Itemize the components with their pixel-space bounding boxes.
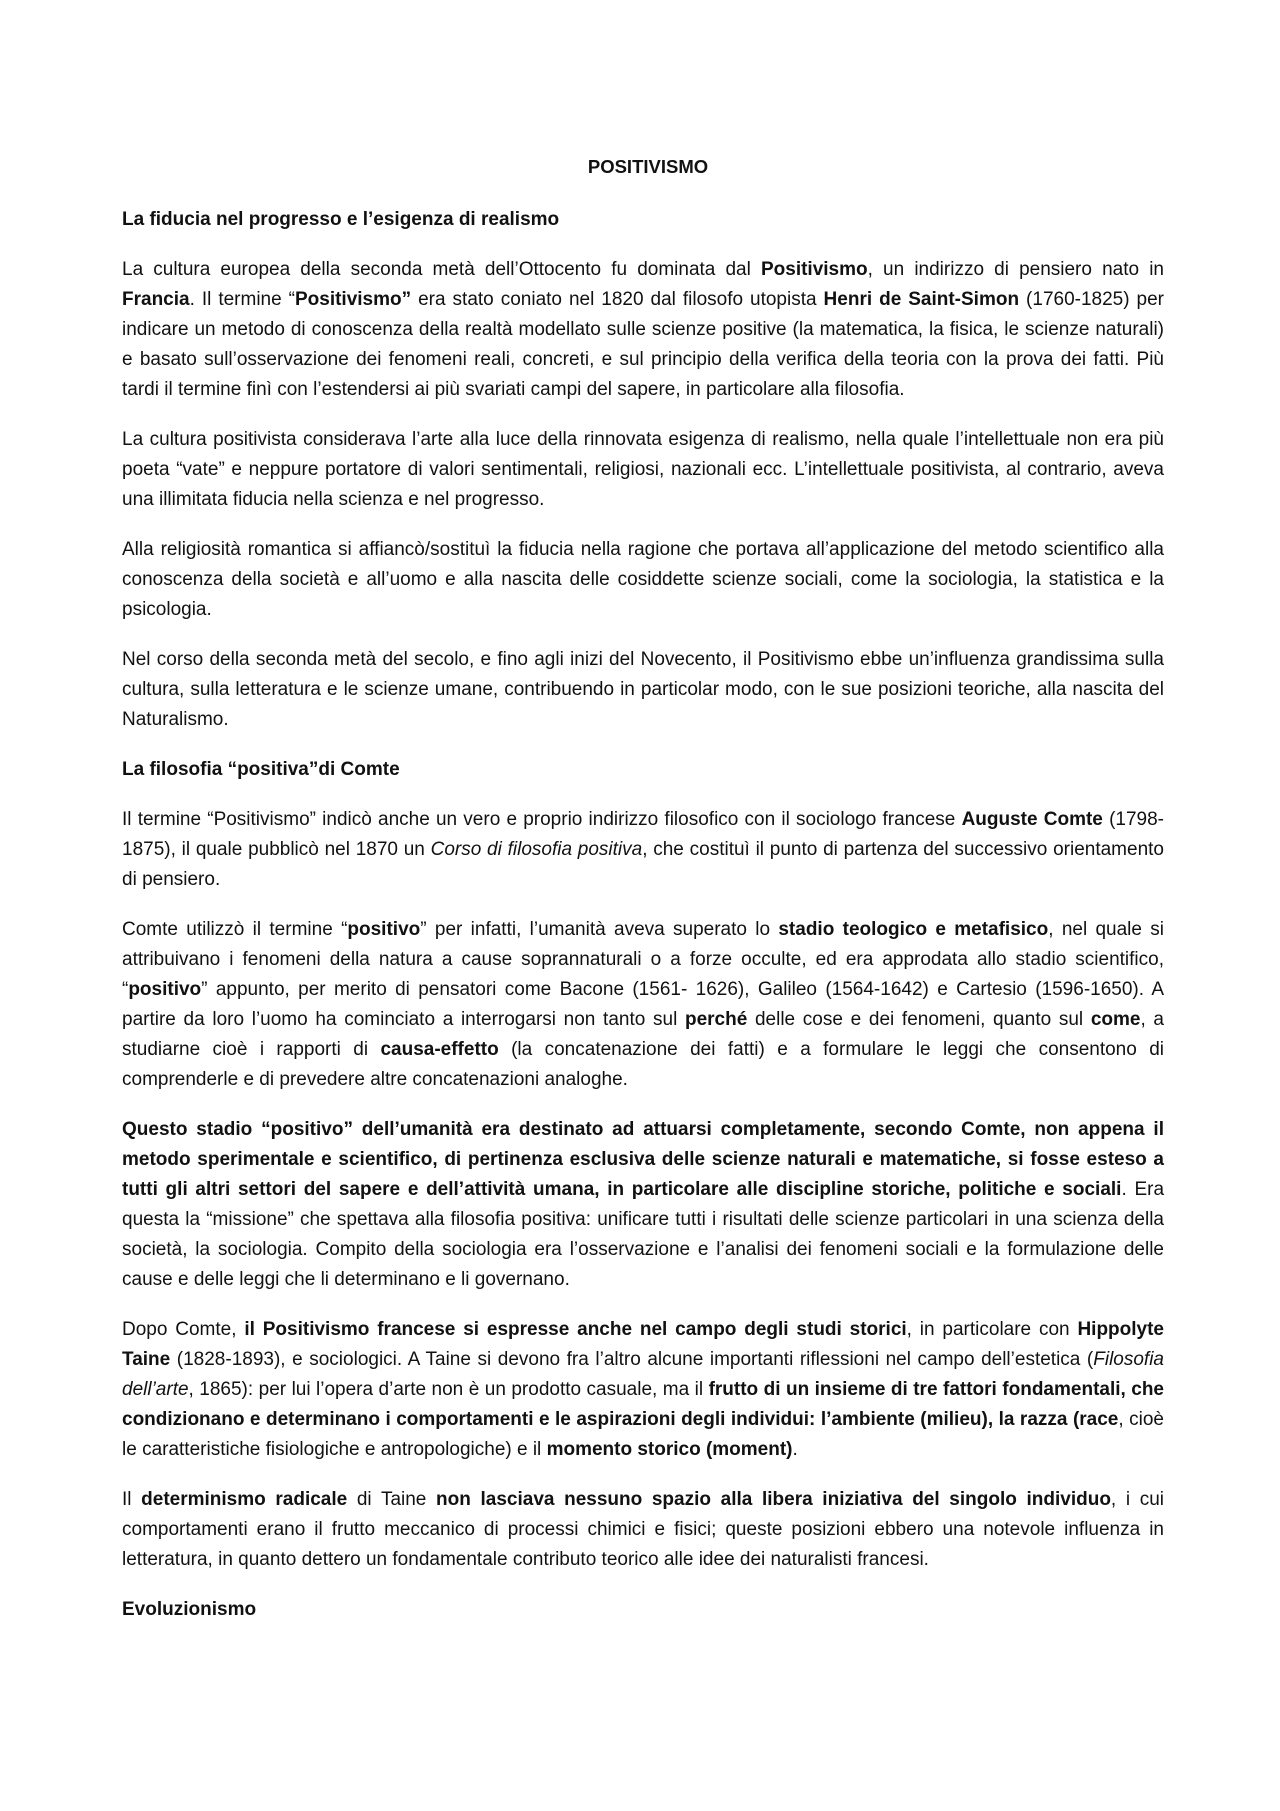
text-run: , i cui comportamenti erano il frutto meccanico di processi chimici e fisici; queste posizioni ebbero una notevole influenza in letteratura, in quanto dettero un fondamentale contributo teorico alle idee dei naturalisti francesi. bbox=[122, 1489, 1164, 1570]
text-run: Questo stadio “positivo” dell’umanità era destinato ad attuarsi completamente, secondo Comte, non appena il metodo sperimentale e scientifico, di pertinenza esclusiva delle scienze naturali e matematiche, si fosse esteso a tutti gli altri settori del sapere e dell’attività umana, in particolare alle discipline storiche, politiche e sociali bbox=[122, 1119, 1164, 1200]
text-run: positivo bbox=[128, 979, 202, 1000]
text-run: il Positivismo francese si espresse anche nel campo degli studi storici bbox=[244, 1319, 907, 1340]
section-heading: La filosofia “positiva”di Comte bbox=[122, 759, 400, 780]
text-run: . Il termine “ bbox=[189, 289, 295, 310]
text-run: , 1865): per lui l’opera d’arte non è un prodotto casuale, ma il bbox=[188, 1379, 709, 1400]
section-heading: Evoluzionismo bbox=[122, 1599, 257, 1620]
text-run: causa-effetto bbox=[380, 1039, 499, 1060]
text-run: , a studiarne cioè i rapporti di bbox=[122, 1009, 1164, 1060]
text-run: (la concatenazione dei fatti) e a formulare le leggi che consentono di comprenderle e di prevedere altre concatenazioni analoghe. bbox=[122, 1039, 1165, 1090]
text-run: momento storico (moment) bbox=[546, 1439, 793, 1460]
text-run: , cioè le caratteristiche fisiologiche e antropologiche) e il bbox=[122, 1409, 1164, 1460]
paragraph bbox=[122, 1315, 1164, 1465]
text-run: , in particolare con bbox=[906, 1319, 1078, 1340]
text-run: Comte utilizzò il termine “ bbox=[122, 919, 348, 940]
text-run: Il bbox=[122, 1489, 142, 1510]
text-run: frutto di un insieme di tre fattori fondamentali, che condizionano e determinano i comportamenti e le aspirazioni degli individui: l’ambiente (milieu), la razza (race bbox=[122, 1379, 1165, 1430]
paragraph bbox=[122, 1485, 1164, 1575]
paragraph bbox=[122, 915, 1164, 1095]
text-run: perché bbox=[684, 1009, 748, 1030]
text-run: Francia bbox=[122, 289, 190, 310]
text-run: di Taine bbox=[347, 1489, 437, 1510]
text-run: La cultura positivista considerava l’arte alla luce della rinnovata esigenza di realismo, nella quale l’intellettuale non era più poeta “vate” e neppure portatore di valori sentimentali, religiosi, nazionali ecc. L’intellettuale positivista, al contrario, aveva una illimitata fiducia nella scienza e nel progresso. bbox=[122, 429, 1164, 510]
text-run: (1828-1893), e sociologici. A Taine si devono fra l’altro alcune importanti riflessioni nel campo dell’estetica ( bbox=[170, 1349, 1094, 1370]
text-run: Positivismo bbox=[760, 259, 868, 280]
text-run: determinismo radicale bbox=[141, 1489, 348, 1510]
text-run: delle cose e dei fenomeni, quanto sul bbox=[747, 1009, 1091, 1030]
text-run: ” per infatti, l’umanità aveva superato lo bbox=[420, 919, 779, 940]
paragraph bbox=[122, 1115, 1164, 1295]
text-run: Henri de Saint-Simon bbox=[823, 289, 1020, 310]
text-run: Corso di filosofia positiva bbox=[430, 839, 643, 860]
text-run: come bbox=[1090, 1009, 1141, 1030]
text-run: . Era questa la “missione” che spettava alla filosofia positiva: unificare tutti i risultati delle scienze particolari in una scienza della società, la sociologia. Compito della sociologia era l’osservazione e l’analisi dei fenomeni sociali e la formulazione delle cause e delle leggi che li determinano e li governano. bbox=[122, 1179, 1165, 1290]
paragraph bbox=[122, 535, 1164, 625]
text-run: era stato coniato nel 1820 dal filosofo utopista bbox=[411, 289, 824, 310]
paragraph bbox=[122, 645, 1164, 735]
text-run: Auguste Comte bbox=[961, 809, 1103, 830]
text-run: Hippolyte Taine bbox=[122, 1319, 1164, 1370]
text-run: La cultura europea della seconda metà dell’Ottocento fu dominata dal bbox=[122, 259, 761, 280]
text-run: Nel corso della seconda metà del secolo, e fino agli inizi del Novecento, il Positivismo ebbe un’influenza grandissima sulla cultura, sulla letteratura e le scienze umane, contribuendo in particolar modo, con le sue posizioni teoriche, alla nascita del Naturalismo. bbox=[122, 649, 1164, 730]
text-run: Positivismo” bbox=[294, 289, 412, 310]
text-run: , che costituì il punto di partenza del successivo orientamento di pensiero. bbox=[122, 839, 1164, 890]
text-run: positivo bbox=[347, 919, 421, 940]
text-run: , un indirizzo di pensiero nato in bbox=[867, 259, 1164, 280]
text-run: ” appunto, per merito di pensatori come Bacone (1561- 1626), Galileo (1564-1642) e Cartesio (1596-1650). A partire da loro l’uomo ha cominciato a interrogarsi non tanto sul bbox=[122, 979, 1164, 1030]
section-heading: La fiducia nel progresso e l’esigenza di realismo bbox=[122, 209, 560, 230]
paragraph bbox=[122, 805, 1164, 895]
text-run: stadio teologico e metafisico bbox=[778, 919, 1049, 940]
text-run: (1760-1825) per indicare un metodo di conoscenza della realtà modellato sulle scienze positive (la matematica, la fisica, le scienze naturali) e basato sull’osservazione dei fenomeni reali, concreti, e sul principio della verifica della teoria con la prova dei fatti. Più tardi il termine finì con l’estendersi ai più svariati campi del sapere, in particolare alla filosofia. bbox=[122, 289, 1164, 400]
text-run: , nel quale si attribuivano i fenomeni della natura a cause soprannaturali o a forze occulte, ed era approdata allo stadio scientifico, “ bbox=[122, 919, 1165, 1000]
document-body bbox=[122, 205, 1164, 1645]
text-run: Alla religiosità romantica si affiancò/sostituì la fiducia nella ragione che portava all’applicazione del metodo scientifico alla conoscenza della società e all’uomo e alla nascita delle cosiddette scienze sociali, come la sociologia, la statistica e la psicologia. bbox=[122, 539, 1164, 620]
text-run: Il termine “Positivismo” indicò anche un vero e proprio indirizzo filosofico con il sociologo francese bbox=[122, 809, 962, 830]
text-run: non lasciava nessuno spazio alla libera iniziativa del singolo individuo bbox=[436, 1489, 1111, 1510]
text-run: Filosofia dell’arte bbox=[122, 1349, 1164, 1400]
text-run: . bbox=[792, 1439, 798, 1460]
document-title: POSITIVISMO bbox=[587, 156, 709, 177]
paragraph bbox=[122, 255, 1164, 405]
paragraph bbox=[122, 425, 1164, 515]
text-run: Dopo Comte, bbox=[122, 1319, 245, 1340]
text-run: (1798-1875), il quale pubblicò nel 1870 un bbox=[122, 809, 1164, 860]
